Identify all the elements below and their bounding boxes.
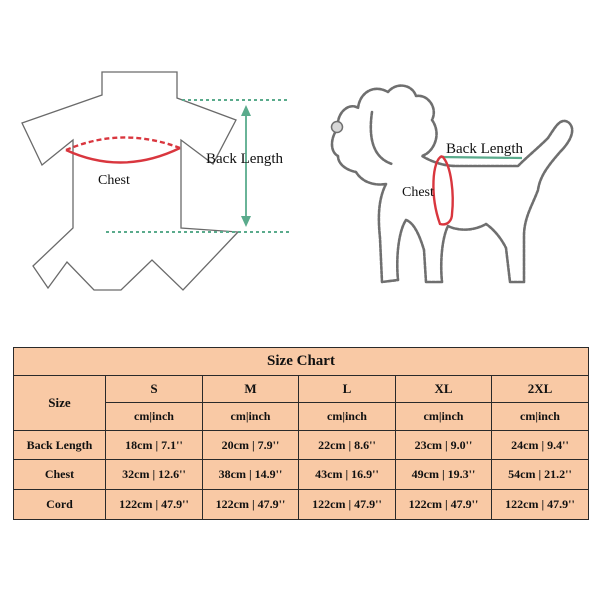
size-xl-header: XL bbox=[396, 376, 492, 403]
table-cell: 22cm | 8.6'' bbox=[299, 431, 396, 460]
table-row-back-length bbox=[14, 431, 589, 460]
table-cell: 18cm | 7.1'' bbox=[106, 431, 203, 460]
dog-nose bbox=[332, 122, 343, 133]
unit-cell: cm|inch bbox=[106, 403, 203, 431]
chest-ellipse-back bbox=[66, 137, 180, 150]
unit-cell: cm|inch bbox=[203, 403, 299, 431]
arrow-head-down bbox=[241, 216, 251, 227]
table-cell: 122cm | 47.9'' bbox=[492, 490, 589, 520]
size-chart bbox=[13, 347, 588, 519]
table-cell: 122cm | 47.9'' bbox=[299, 490, 396, 520]
unit-cell: cm|inch bbox=[492, 403, 589, 431]
dog-ear-outline bbox=[371, 112, 392, 164]
row-label-cord: Cord bbox=[14, 490, 106, 520]
size-m-header: M bbox=[203, 376, 299, 403]
size-header-cell: Size bbox=[14, 376, 106, 431]
table-cell: 49cm | 19.3'' bbox=[396, 460, 492, 490]
table-row-cord bbox=[14, 490, 589, 520]
chest-measure-left bbox=[66, 137, 180, 162]
table-cell: 20cm | 7.9'' bbox=[203, 431, 299, 460]
table-cell: 122cm | 47.9'' bbox=[203, 490, 299, 520]
unit-cell: cm|inch bbox=[396, 403, 492, 431]
back-length-label-left: Back Length bbox=[206, 151, 284, 167]
size-chart-title: Size Chart bbox=[14, 348, 589, 376]
table-cell: 38cm | 14.9'' bbox=[203, 460, 299, 490]
table-cell: 24cm | 9.4'' bbox=[492, 431, 589, 460]
size-s-header: S bbox=[106, 376, 203, 403]
table-row-chest bbox=[14, 460, 589, 490]
title-row bbox=[14, 348, 589, 376]
chest-label-right: Chest bbox=[402, 185, 434, 200]
back-length-label-right: Back Length bbox=[446, 141, 524, 157]
table-cell: 122cm | 47.9'' bbox=[106, 490, 203, 520]
table-cell: 23cm | 9.0'' bbox=[396, 431, 492, 460]
row-label-back-length: Back Length bbox=[14, 431, 106, 460]
table-cell: 43cm | 16.9'' bbox=[299, 460, 396, 490]
arrow-head-up bbox=[241, 105, 251, 116]
chest-ellipse-front bbox=[66, 148, 180, 163]
table-cell: 32cm | 12.6'' bbox=[106, 460, 203, 490]
size-l-header: L bbox=[299, 376, 396, 403]
size-header-row bbox=[14, 376, 589, 403]
garment-illustration bbox=[22, 72, 238, 290]
unit-cell: cm|inch bbox=[299, 403, 396, 431]
size-2xl-header: 2XL bbox=[492, 376, 589, 403]
table-cell: 122cm | 47.9'' bbox=[396, 490, 492, 520]
chest-label-left: Chest bbox=[98, 173, 130, 188]
size-chart-table bbox=[13, 347, 589, 520]
garment-outline bbox=[22, 72, 238, 290]
table-cell: 54cm | 21.2'' bbox=[492, 460, 589, 490]
row-label-chest: Chest bbox=[14, 460, 106, 490]
